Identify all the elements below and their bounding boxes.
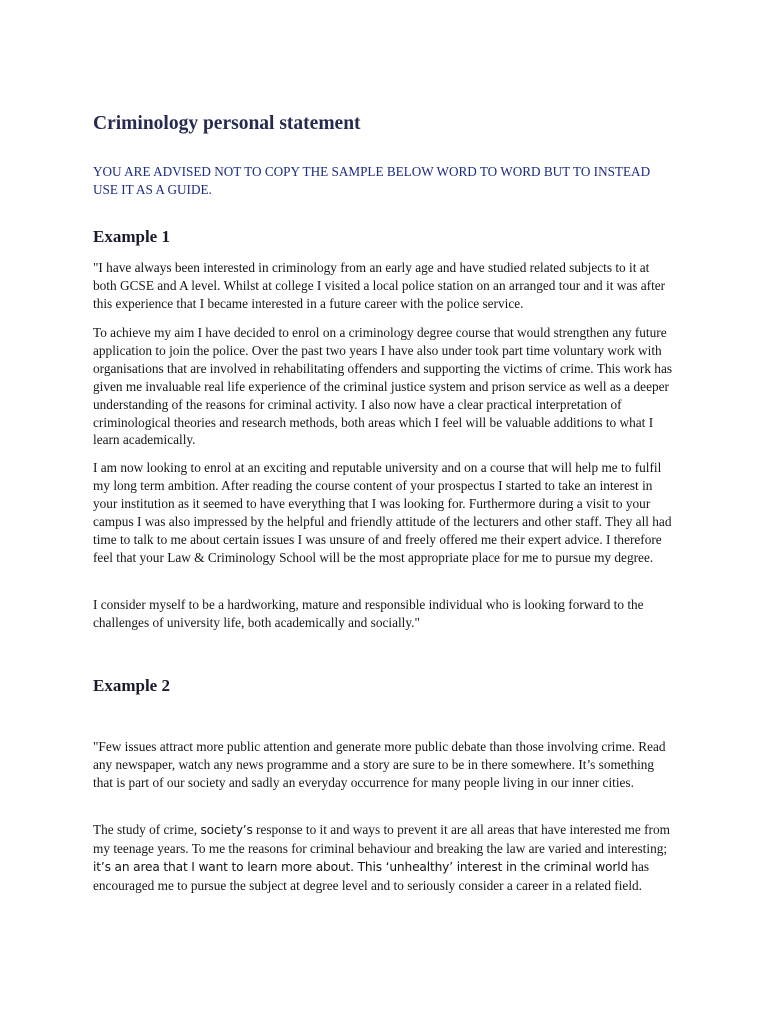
example-1-paragraph-4: I consider myself to be a hardworking, mature and responsible individual who is looking forward to the challenges of university life, both academically and socially." [93,597,644,630]
paragraph-text-run: response to it and ways to prevent it are all areas that have interested me from my teenage years. To me the reasons for criminal behaviour and breaking the law are varied and interesting; [93,822,670,856]
paragraph-text-run-alt-font: society’s [200,823,253,837]
example-1-paragraph-2: To achieve my aim I have decided to enrol on a criminology degree course that would strengthen any future application to join the police. Over the past two years I have also under took part time voluntary work with organisations that are involved in rehabilitating offenders and supporting the victims of crime. This work has given me invaluable real life experience of the criminal justice system and prison service as well as a deeper understanding of the reasons for criminal activity. I also now have a clear practical interpretation of criminological theories and research methods, both areas which I feel will be valuable additions to what I learn academically. [93,325,673,448]
example-2-paragraph-1: "Few issues attract more public attention and generate more public debate than those involving crime. Read any newspaper, watch any news programme and a story are sure to be in there somewhere. It’s something that is part of our society and sadly an everyday occurrence for many people living in our inner cities. [93,739,666,790]
example-2-heading: Example 2 [93,676,170,695]
paragraph-text-run: The study of crime, [93,822,201,837]
example-2-paragraph-2 [93,821,675,895]
example-1-heading: Example 1 [93,227,170,246]
advisory-notice: YOU ARE ADVISED NOT TO COPY THE SAMPLE BELOW WORD TO WORD BUT TO INSTEAD USE IT AS A GUIDE. [93,164,651,197]
example-1-paragraph-3: I am now looking to enrol at an exciting and reputable university and on a course that will help me to fulfil my long term ambition. After reading the course content of your prospectus I started to take an interest in your institution as it seemed to have everything that I was looking for. Furthermore during a visit to your campus I was also impressed by the helpful and friendly attitude of the lecturers and other staff. They all had time to talk to me about certain issues I was unsure of and freely offered me their expert advice. I therefore feel that your Law & Criminology School will be the most appropriate place for me to pursue my degree. [93,460,672,565]
paragraph-text-run-alt-font: it’s an area that I want to learn more about. This ‘unhealthy’ interest in the criminal world [93,859,629,874]
example-1-paragraph-1: "I have always been interested in criminology from an early age and have studied related subjects to it at both GCSE and A level. Whilst at college I visited a local police station on an arranged tour and it was after this experience that I became interested in a future career with the police service. [93,260,666,311]
document-title: Criminology personal statement [93,113,361,134]
paragraph-text-run: has encouraged me to pursue the subject at degree level and to seriously consider a career in a related field. [93,858,650,893]
